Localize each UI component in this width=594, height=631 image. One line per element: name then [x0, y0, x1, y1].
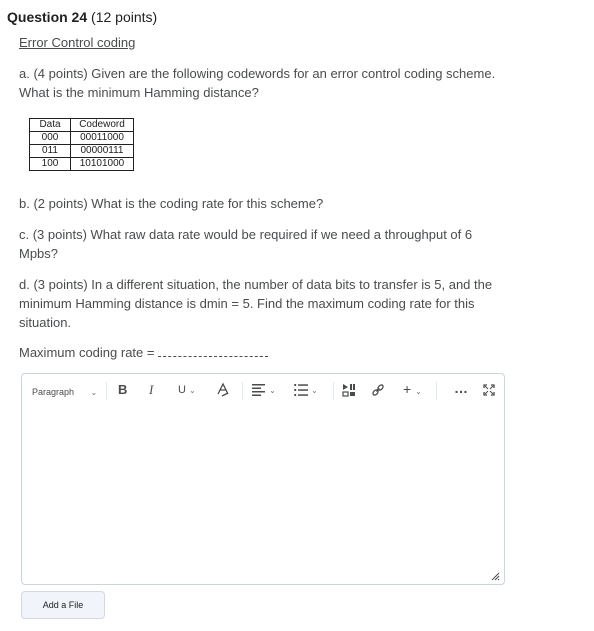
- rich-text-editor[interactable]: [21, 373, 505, 585]
- bulleted-list-icon: [294, 384, 308, 396]
- part-d-line-3: situation.: [19, 315, 72, 330]
- toolbar-divider: [242, 382, 243, 400]
- part-d-line-1: d. (3 points) In a different situation, the number of data bits to transfer is 5, and the: [19, 277, 493, 292]
- text-color-icon: [216, 382, 230, 398]
- part-a-text: [19, 64, 495, 102]
- table-header-data: Data: [30, 119, 71, 132]
- table-header-codeword: Codeword: [71, 119, 134, 132]
- table-cell-codeword: 10101000: [71, 158, 134, 171]
- link-icon: [371, 383, 385, 397]
- insert-media-button[interactable]: [342, 383, 356, 401]
- insert-more-button[interactable]: [403, 382, 422, 399]
- resize-handle-icon[interactable]: [491, 572, 500, 581]
- add-file-button[interactable]: Add a File: [21, 591, 105, 619]
- part-a-line-2: What is the minimum Hamming distance?: [19, 85, 259, 100]
- underline-button[interactable]: [178, 383, 196, 398]
- question-header: [7, 9, 157, 25]
- table-cell-data: 011: [30, 145, 71, 158]
- align-button[interactable]: [252, 384, 276, 400]
- answer-blank: [158, 346, 268, 357]
- fullscreen-button[interactable]: [483, 384, 495, 400]
- italic-button[interactable]: I: [149, 382, 154, 397]
- chevron-down-icon: ⌄: [269, 386, 276, 395]
- part-c-line-2: Mpbs?: [19, 246, 59, 261]
- part-c-text: [19, 225, 472, 263]
- bold-button[interactable]: B: [118, 382, 128, 397]
- underline-label: U: [178, 384, 186, 396]
- list-button[interactable]: [294, 384, 318, 400]
- fullscreen-icon: [483, 384, 495, 396]
- question-title: Question 24: [7, 9, 88, 25]
- editor-toolbar: [22, 374, 504, 408]
- text-color-button[interactable]: [216, 382, 230, 402]
- chevron-down-icon: ⌄: [311, 386, 318, 395]
- insert-link-button[interactable]: [371, 383, 385, 401]
- chevron-down-icon: ⌄: [415, 387, 422, 396]
- chevron-down-icon: ⌄: [189, 386, 196, 395]
- toolbar-divider: [106, 382, 107, 400]
- table-cell-codeword: 00000111: [71, 145, 134, 158]
- codeword-table: [29, 118, 134, 171]
- chevron-down-icon: ⌄: [90, 388, 98, 397]
- part-d-text: [19, 275, 492, 332]
- table-row: [30, 132, 134, 145]
- paragraph-format-select[interactable]: [32, 385, 97, 400]
- align-left-icon: [252, 384, 266, 396]
- more-horizontal-icon: …: [454, 380, 468, 396]
- toolbar-divider: [436, 382, 437, 400]
- part-c-line-1: c. (3 points) What raw data rate would be required if we need a throughput of 6: [19, 227, 473, 242]
- plus-icon: +: [403, 381, 412, 397]
- toolbar-divider: [333, 382, 334, 400]
- more-options-button[interactable]: [454, 381, 468, 395]
- table-cell-data: 100: [30, 158, 71, 171]
- part-a-line-1: a. (4 points) Given are the following codewords for an error control coding scheme.: [19, 66, 496, 81]
- table-row: [30, 145, 134, 158]
- table-cell-data: 000: [30, 132, 71, 145]
- insert-media-icon: [342, 383, 356, 397]
- table-cell-codeword: 00011000: [71, 132, 134, 145]
- paragraph-format-label: Paragraph: [32, 387, 75, 397]
- table-row: [30, 158, 134, 171]
- part-b-text: b. (2 points) What is the coding rate for this scheme?: [19, 196, 324, 211]
- question-points: (12 points): [91, 9, 158, 25]
- answer-prompt-line: [19, 343, 268, 362]
- part-d-line-2: minimum Hamming distance is dmin = 5. Find the maximum coding rate for this: [19, 296, 475, 311]
- question-topic: Error Control coding: [19, 35, 136, 50]
- table-header-row: [30, 119, 134, 132]
- answer-prompt: Maximum coding rate =: [19, 345, 155, 360]
